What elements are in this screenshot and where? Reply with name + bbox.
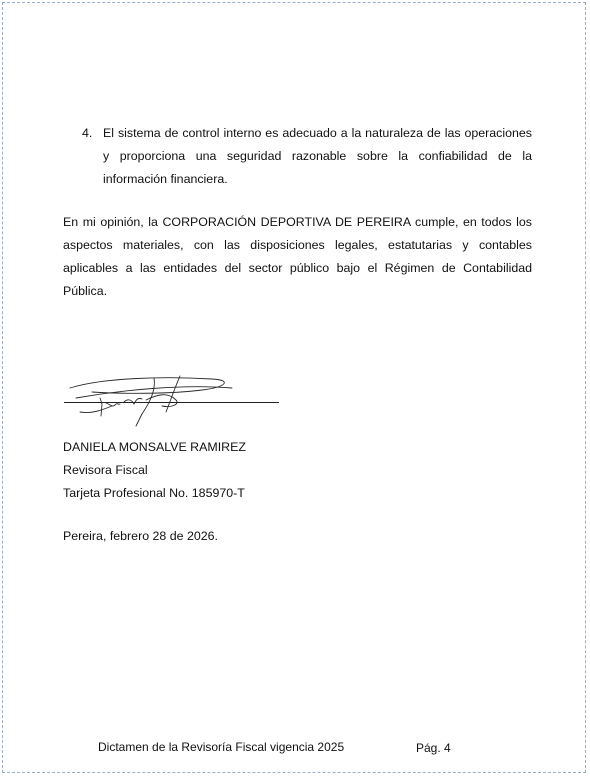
signer-role: Revisora Fiscal bbox=[63, 463, 148, 477]
footer-title: Dictamen de la Revisoría Fiscal vigencia 2025 bbox=[98, 740, 345, 754]
list-item bbox=[82, 122, 532, 191]
signer-license: Tarjeta Profesional No. 185970-T bbox=[63, 486, 245, 500]
place-date: Pereira, febrero 28 de 2026. bbox=[63, 529, 218, 543]
signature-line bbox=[64, 402, 279, 403]
opinion-paragraph: En mi opinión, la CORPORACIÓN DEPORTIVA DE PEREIRA cumple, en todos los aspectos materiales, con las disposiciones legales, estatutarias y contables aplicables a las entidades del sector público bajo el Régimen de Contabilidad Pública. bbox=[63, 215, 532, 298]
signer-name: DANIELA MONSALVE RAMIREZ bbox=[63, 440, 246, 454]
page-number: Pág. 4 bbox=[416, 741, 451, 755]
list-item-number: 4. bbox=[82, 126, 93, 140]
list-item-text: El sistema de control interno es adecuado a la naturaleza de las operaciones y proporciona una seguridad razonable sobre la confiabilidad de la información financiera. bbox=[103, 126, 532, 186]
signer-block bbox=[63, 436, 246, 505]
signature-image bbox=[62, 370, 282, 430]
